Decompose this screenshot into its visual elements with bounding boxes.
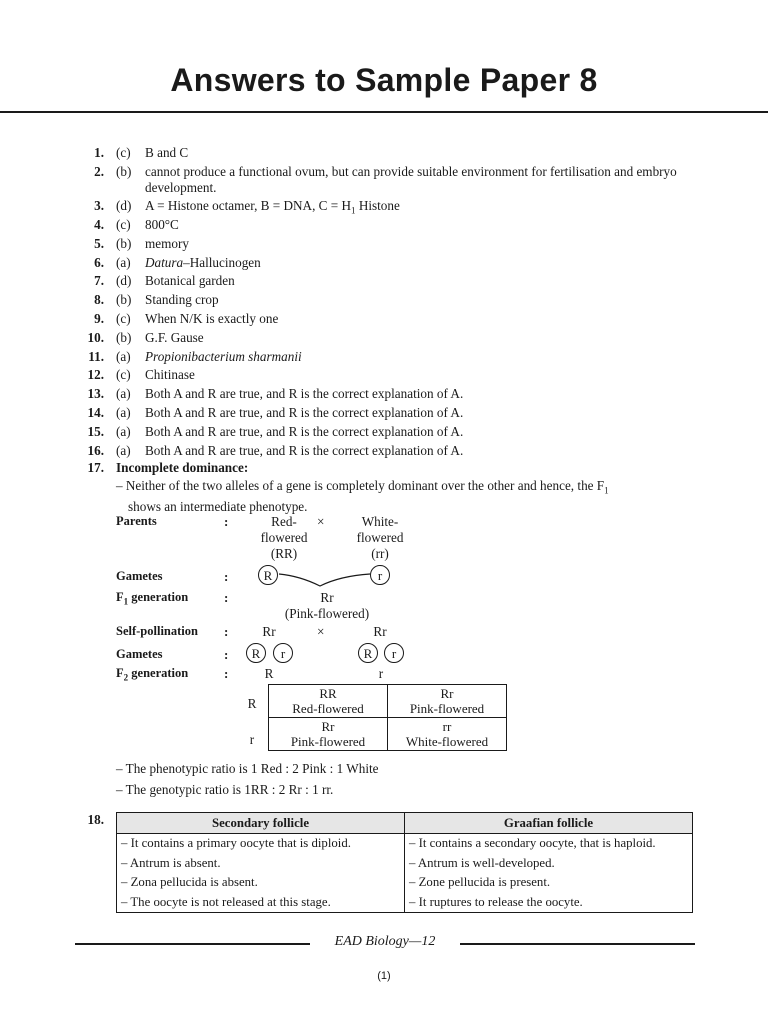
answer-option: (c): [116, 217, 131, 233]
answer-number: 4.: [94, 217, 104, 233]
f2-column-R: R: [264, 666, 274, 681]
answer-number: 3.: [94, 198, 104, 214]
answer-text: cannot produce a functional ovum, but can provide suitable environment for fertilisation and embryo development.: [145, 163, 677, 196]
label-f1-generation: $F_1$ generation: [116, 590, 189, 607]
punnett-row: [269, 685, 507, 718]
answer-option: (a): [116, 386, 131, 402]
answer-number: 13.: [87, 386, 104, 402]
answer-text: 800°C: [145, 217, 179, 233]
answer-text: When N/K is exactly one: [145, 311, 279, 327]
follicle-comparison-table: [116, 812, 693, 913]
footer-rule-left: [75, 943, 310, 945]
punnett-cell: Rr Pink-flowered: [388, 685, 507, 718]
parent-red-flowered: Red- flowered (RR): [260, 514, 308, 561]
answer-number: 8.: [94, 292, 104, 308]
self-parent-left: Rr: [262, 624, 276, 639]
answer-text: Chitinase: [145, 367, 195, 383]
label-parents: Parents: [116, 514, 157, 528]
genotypic-ratio-note: – The genotypic ratio is 1RR : 2 Rr : 1 rr.: [116, 782, 334, 797]
gamete-R-circle: R: [258, 565, 278, 585]
answer-option: (d): [116, 273, 132, 289]
answer-option: (b): [116, 235, 132, 251]
question-18-number: 18.: [87, 812, 104, 827]
answer-item: [0, 329, 768, 348]
answer-text: Standing crop: [145, 292, 219, 308]
table-cell: – Antrum is absent.: [117, 854, 405, 874]
answer-item: [0, 216, 768, 235]
gamete-R-circle: R: [358, 643, 378, 663]
answer-option: (c): [116, 311, 131, 327]
colon: :: [224, 647, 229, 662]
colon: :: [224, 666, 229, 681]
label-f2-generation: $F_2$ generation: [116, 666, 189, 683]
answer-item: [0, 235, 768, 254]
colon: :: [224, 569, 229, 584]
answer-option: (a): [116, 254, 131, 270]
answer-item: [0, 310, 768, 329]
table-row: [117, 834, 693, 854]
answer-number: 16.: [87, 442, 104, 458]
answer-item: [0, 366, 768, 385]
parent-white-flowered: White- flowered (rr): [356, 514, 404, 561]
answer-option: (b): [116, 329, 132, 345]
colon: :: [224, 514, 229, 529]
answer-number: 1.: [94, 145, 104, 160]
punnett-cell: RR Red-flowered: [269, 685, 388, 718]
answer-text: B and C: [145, 145, 189, 160]
f2-row-R: R: [247, 696, 257, 711]
f2-column-r: r: [378, 666, 384, 681]
answer-option: (d): [116, 198, 132, 214]
label-gametes: Gametes: [116, 647, 163, 661]
answer-item: [0, 291, 768, 310]
answer-number: 2.: [94, 163, 104, 179]
answer-number: 14.: [87, 405, 104, 421]
answer-item: [0, 423, 768, 442]
table-cell: – Antrum is well-developed.: [405, 854, 693, 874]
footer-book-title: EAD Biology—12: [334, 934, 436, 949]
answer-text: Datura–Hallucinogen: [145, 254, 261, 270]
punnett-cell: rr White-flowered: [388, 718, 507, 751]
table-cell: – It contains a primary oocyte that is diploid.: [117, 834, 405, 854]
answer-text: Propionibacterium sharmanii: [145, 348, 302, 364]
page-number: (1): [377, 970, 391, 982]
cross-symbol: ×: [317, 514, 325, 529]
answer-text: Both A and R are true, and R is the correct explanation of A.: [145, 423, 464, 439]
table-row: [117, 893, 693, 913]
table-header-row: [117, 813, 693, 834]
table-cell: – The oocyte is not released at this stage.: [117, 893, 405, 913]
colon: :: [224, 590, 229, 605]
answer-text: Both A and R are true, and R is the correct explanation of A.: [145, 442, 464, 458]
label-gametes: Gametes: [116, 569, 163, 583]
answer-option: (b): [116, 292, 132, 308]
table-cell: – It ruptures to release the oocyte.: [405, 893, 693, 913]
answer-number: 7.: [94, 273, 104, 289]
answer-option: (c): [116, 145, 131, 160]
question-17-description: – Neither of the two alleles of a gene is completely dominant over the other and hence, the $F_1$ shows an intermediate phenotype.: [116, 478, 609, 515]
header-secondary-follicle: Secondary follicle: [117, 813, 405, 834]
phenotypic-ratio-note: – The phenotypic ratio is 1 Red : 2 Pink : 1 White: [116, 761, 379, 776]
answer-item: [0, 254, 768, 273]
answer-item: [0, 404, 768, 423]
answer-text: G.F. Gause: [145, 329, 204, 345]
punnett-square: [268, 684, 507, 751]
answer-text: A = Histone octamer, B = DNA, $C = H_1$ Histone: [145, 198, 400, 216]
answer-item: [0, 144, 768, 163]
answer-item: [0, 385, 768, 404]
answer-item: [0, 348, 768, 367]
table-row: [117, 873, 693, 893]
table-cell: – Zona pellucida is absent.: [117, 873, 405, 893]
gamete-r-circle: r: [370, 565, 390, 585]
page-title: Answers to Sample Paper 8: [170, 62, 598, 98]
gamete-r-circle: r: [384, 643, 404, 663]
footer-rule-right: [460, 943, 695, 945]
answer-item: [0, 163, 768, 198]
answer-number: 5.: [94, 235, 104, 251]
answer-text: Both A and R are true, and R is the correct explanation of A.: [145, 405, 464, 421]
table-row: [117, 854, 693, 874]
title-rule: [0, 111, 768, 113]
answer-item: [0, 442, 768, 461]
punnett-cell: Rr Pink-flowered: [269, 718, 388, 751]
question-17-number: 17.: [87, 460, 104, 475]
f2-row-r: r: [249, 732, 255, 747]
gamete-R-circle: R: [246, 643, 266, 663]
answer-item: [0, 197, 768, 216]
colon: :: [224, 624, 229, 639]
table-cell: – Zone pellucida is present.: [405, 873, 693, 893]
punnett-row: [269, 718, 507, 751]
answer-number: 12.: [87, 367, 104, 383]
answer-number: 6.: [94, 254, 104, 270]
question-17-heading: Incomplete dominance:: [116, 460, 249, 475]
answer-option: (a): [116, 348, 131, 364]
answer-number: 15.: [87, 423, 104, 439]
answer-number: 10.: [87, 329, 104, 345]
answer-option: (a): [116, 405, 131, 421]
header-graafian-follicle: Graafian follicle: [405, 813, 693, 834]
self-parent-right: Rr: [373, 624, 387, 639]
answer-option: (a): [116, 423, 131, 439]
answer-text: memory: [145, 235, 189, 251]
answer-item: [0, 272, 768, 291]
gamete-r-circle: r: [273, 643, 293, 663]
answer-option: (b): [116, 163, 132, 179]
label-self-pollination: Self-pollination: [116, 624, 198, 638]
answer-option: (c): [116, 367, 131, 383]
cross-symbol: ×: [317, 624, 325, 639]
gamete-fusion-line: [279, 574, 370, 586]
answer-list: [0, 144, 768, 460]
answer-text: Both A and R are true, and R is the correct explanation of A.: [145, 386, 464, 402]
table-cell: – It contains a secondary oocyte, that is haploid.: [405, 834, 693, 854]
f1-offspring: Rr (Pink-flowered): [284, 590, 370, 621]
answer-text: Botanical garden: [145, 273, 235, 289]
answer-number: 11.: [88, 348, 104, 364]
answer-option: (a): [116, 442, 131, 458]
answer-number: 9.: [94, 311, 104, 327]
